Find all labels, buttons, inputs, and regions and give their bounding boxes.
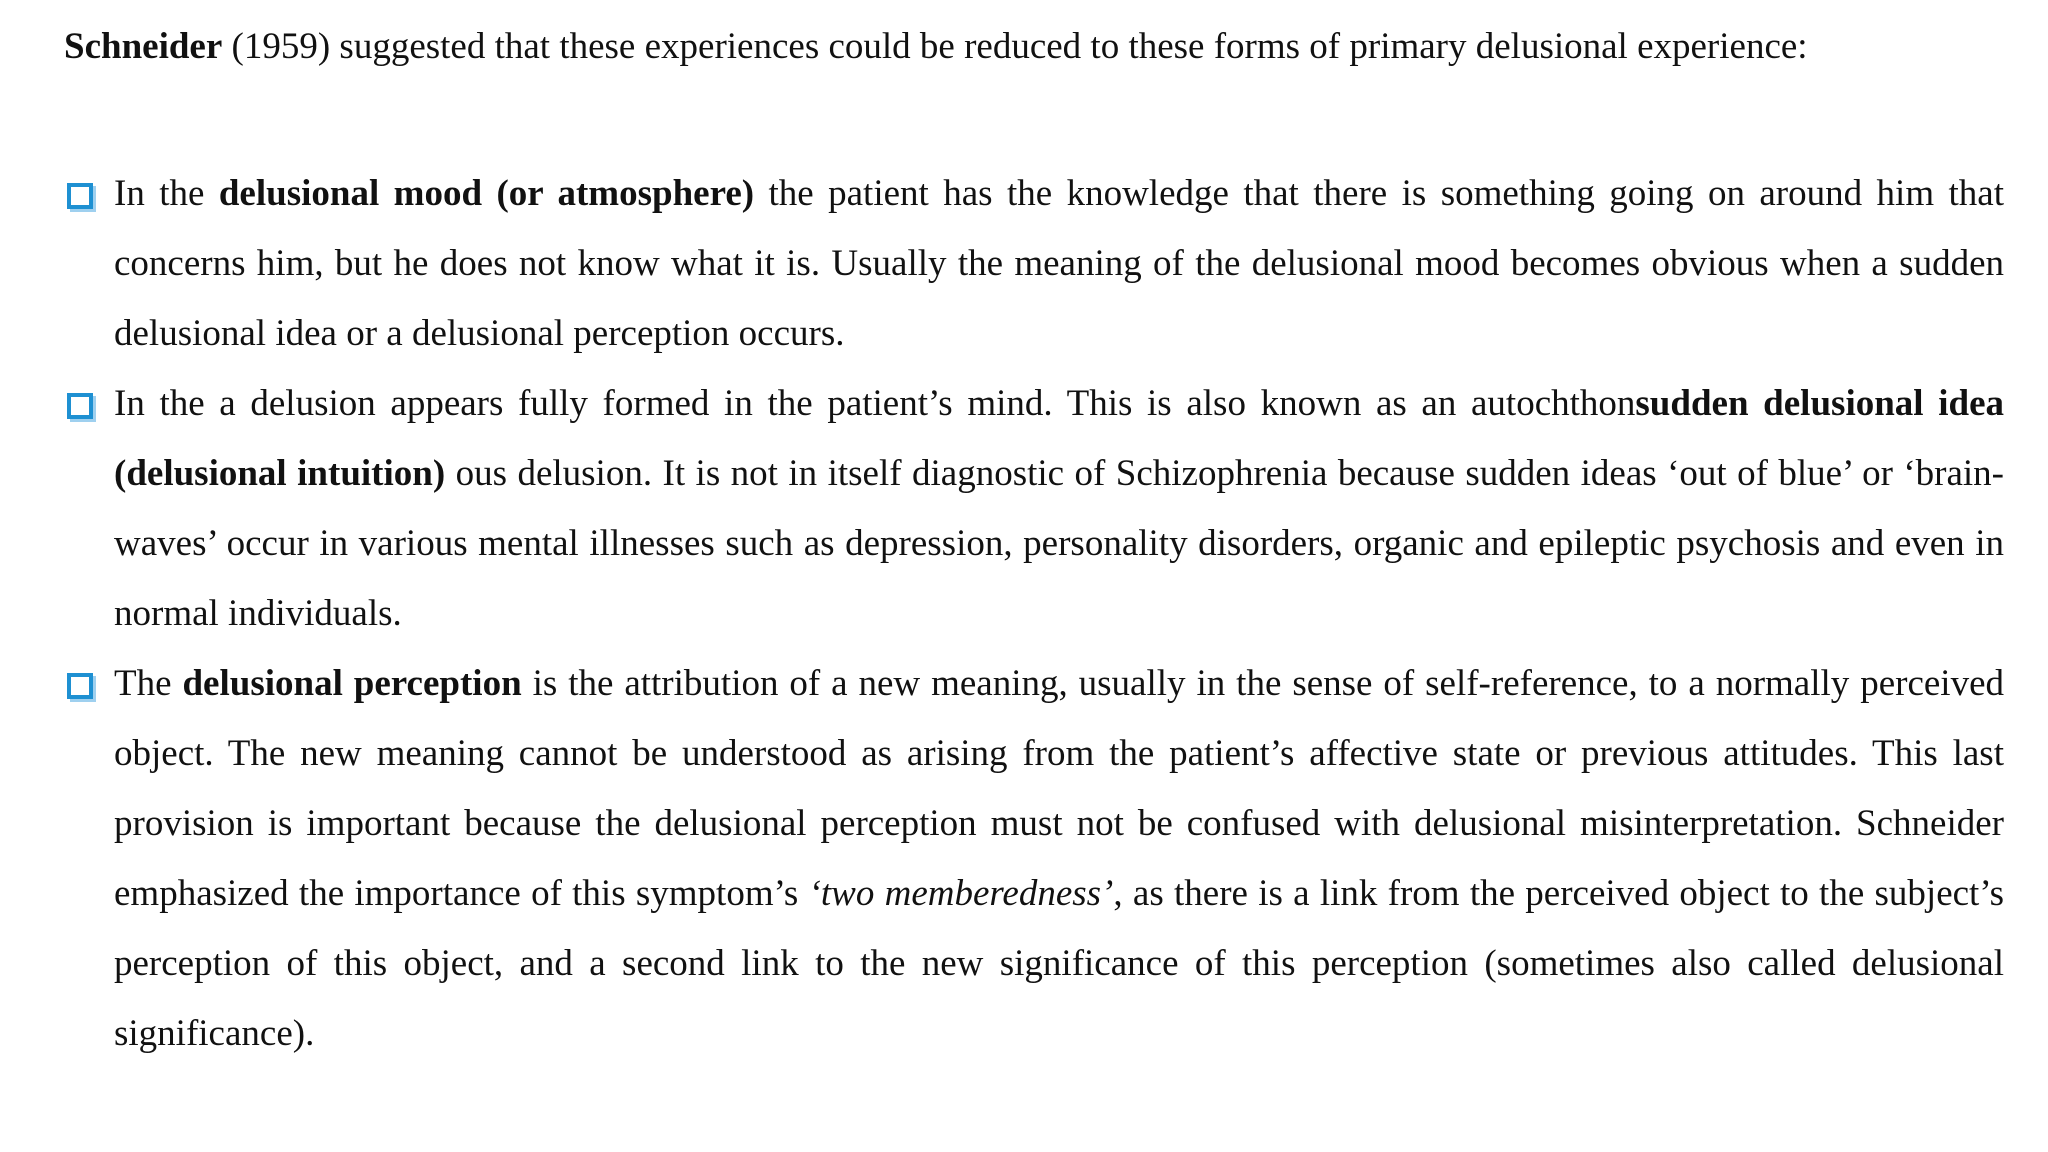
term-delusional-perception: delusional perception: [182, 663, 522, 704]
text-segment: the patient has the knowledge that there is something going on around him that concerns him, but he does not know what it is. Usually the meaning of the delusional mood becomes obvious when a sudden delusional idea or a delusional perception occurs.: [114, 173, 2004, 354]
delusion-forms-list: [64, 159, 2004, 1069]
text-segment: In the a delusion appears fully formed in the patient’s mind. This is also known as an autochthon: [114, 383, 1636, 424]
intro-paragraph: [64, 22, 2004, 72]
checkbox-square-icon: [67, 393, 93, 419]
term-delusional-mood: delusional mood (or atmosphere): [218, 173, 755, 214]
text-segment: ous delusion. It is not in itself diagnostic of Schizophrenia because sudden ideas ‘out of blue’ or ‘brain-waves’ occur in various mental illnesses such as depression, personality disorders, organic and epileptic psychosis and even in normal individuals.: [114, 453, 2004, 634]
checkbox-square-icon: [67, 183, 93, 209]
list-item-delusional-perception: [64, 649, 2004, 1069]
intro-author: Schneider: [64, 26, 223, 67]
text-segment: , as there is a link from the perceived object to the subject’s perception of this object, and a second link to the new significance of this perception (sometimes also called delusional significance).: [114, 873, 2004, 1054]
list-item-text: [114, 173, 2004, 354]
list-item-sudden-delusional-idea: [64, 369, 2004, 649]
text-segment: is the attribution of a new meaning, usually in the sense of self-reference, to a normally perceived object. The new meaning cannot be understood as arising from the patient’s affective state or previous attitudes. This last provision is important because the delusional perception must not be confused with delusional misinterpretation. Schneider emphasized the importance of this symptom’s: [114, 663, 2005, 914]
term-two-memberedness: ‘two memberedness’: [808, 873, 1114, 914]
text-segment: The: [114, 663, 183, 704]
checkbox-square-icon: [67, 673, 93, 699]
intro-text: (1959) suggested that these experiences could be reduced to these forms of primary delusional experience:: [222, 26, 1808, 67]
term-sudden-delusional-idea: sudden delusional idea (delusional intuition): [114, 383, 2004, 494]
list-item-delusional-mood: [64, 159, 2004, 369]
list-item-text: [114, 383, 2004, 634]
text-segment: In the: [114, 173, 219, 214]
list-item-text: [114, 663, 2004, 1054]
